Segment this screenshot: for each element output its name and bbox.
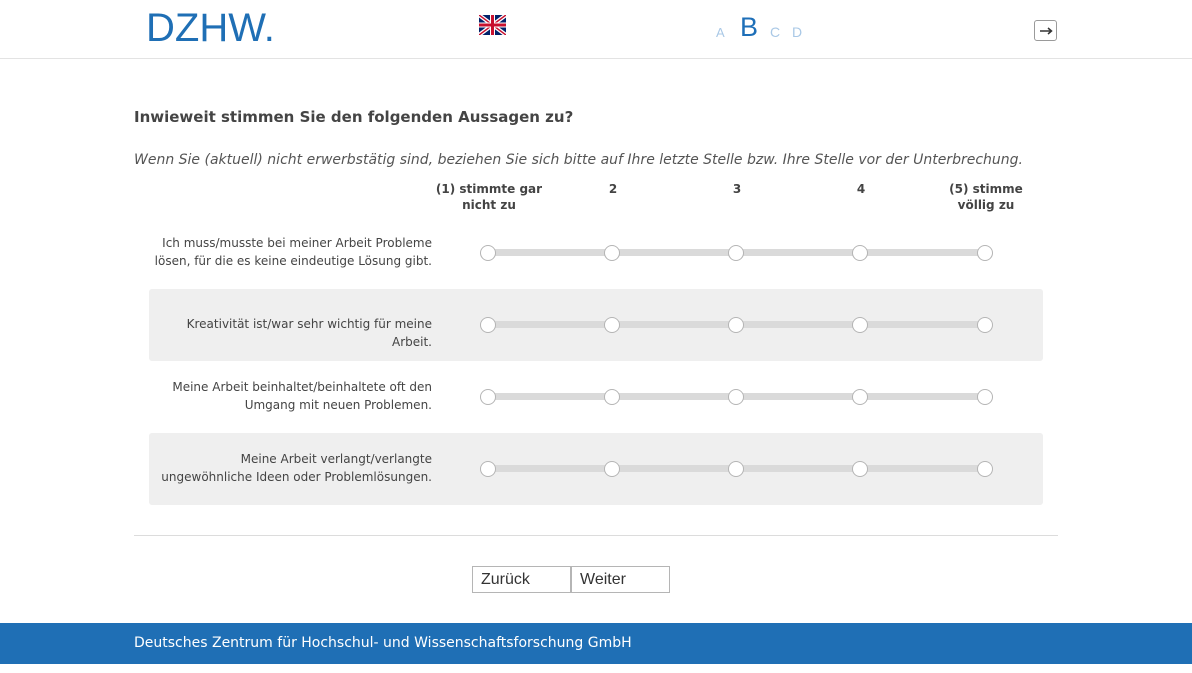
- item-row-3: [149, 361, 1043, 433]
- font-size-a[interactable]: A: [716, 25, 725, 40]
- scale-option-3[interactable]: [728, 461, 744, 477]
- item-row-4: [149, 433, 1043, 505]
- scale-option-2[interactable]: [604, 245, 620, 261]
- scale-label-2: 2: [608, 182, 618, 196]
- item-label: Ich muss/musste bei meiner Arbeit Probleme lösen, für die es keine eindeutige Lösung gibt.: [154, 236, 432, 268]
- item-row-1: [149, 217, 1043, 289]
- svg-text:DZHW.: DZHW.: [146, 8, 275, 48]
- scale-label-5: (5) stimme völlig zu: [949, 182, 1023, 212]
- item-row-2: [149, 289, 1043, 361]
- uk-flag-icon[interactable]: [479, 15, 506, 35]
- scale-label-1: (1) stimmte gar nicht zu: [435, 182, 543, 212]
- scale-option-4[interactable]: [852, 389, 868, 405]
- scale-option-2[interactable]: [604, 461, 620, 477]
- scale-label-3: 3: [732, 182, 742, 196]
- item-label: Meine Arbeit beinhaltet/beinhaltete oft den Umgang mit neuen Problemen.: [172, 380, 432, 412]
- scale-option-1[interactable]: [480, 461, 496, 477]
- scale-option-4[interactable]: [852, 245, 868, 261]
- scale-option-1[interactable]: [480, 389, 496, 405]
- font-size-d[interactable]: D: [792, 24, 803, 40]
- scale-option-3[interactable]: [728, 245, 744, 261]
- item-label: Kreativität ist/war sehr wichtig für meine Arbeit.: [186, 317, 432, 349]
- scale-option-2[interactable]: [604, 317, 620, 333]
- question-instruction: Wenn Sie (aktuell) nicht erwerbstätig sind, beziehen Sie sich bitte auf Ihre letzte Stelle bzw. Ihre Stelle vor der Unterbrechung.: [134, 152, 1023, 168]
- scale-option-5[interactable]: [977, 389, 993, 405]
- footer-text: Deutsches Zentrum für Hochschul- und Wissenschaftsforschung GmbH: [134, 635, 632, 651]
- scale-label-4: 4: [856, 182, 866, 196]
- scale-option-5[interactable]: [977, 245, 993, 261]
- scale-option-4[interactable]: [852, 317, 868, 333]
- scale-option-3[interactable]: [728, 317, 744, 333]
- font-size-c[interactable]: C: [770, 24, 781, 40]
- dzhw-logo-graphic: [146, 8, 276, 48]
- question-title: Inwieweit stimmen Sie den folgenden Aussagen zu?: [134, 108, 574, 126]
- logout-arrow-icon: [1038, 24, 1054, 38]
- scale-option-3[interactable]: [728, 389, 744, 405]
- next-button[interactable]: Weiter: [571, 566, 670, 593]
- back-button[interactable]: Zurück: [472, 566, 571, 593]
- content-divider: [134, 535, 1058, 536]
- logout-button[interactable]: [1034, 20, 1057, 41]
- scale-option-5[interactable]: [977, 317, 993, 333]
- page-footer: [0, 623, 1192, 664]
- scale-option-1[interactable]: [480, 317, 496, 333]
- scale-option-1[interactable]: [480, 245, 496, 261]
- scale-option-4[interactable]: [852, 461, 868, 477]
- item-label: Meine Arbeit verlangt/verlangte ungewöhnliche Ideen oder Problemlösungen.: [161, 452, 432, 484]
- scale-option-5[interactable]: [977, 461, 993, 477]
- dzhw-logo: [146, 8, 276, 48]
- font-size-b[interactable]: B: [740, 12, 759, 42]
- page-header: [0, 0, 1192, 59]
- scale-option-2[interactable]: [604, 389, 620, 405]
